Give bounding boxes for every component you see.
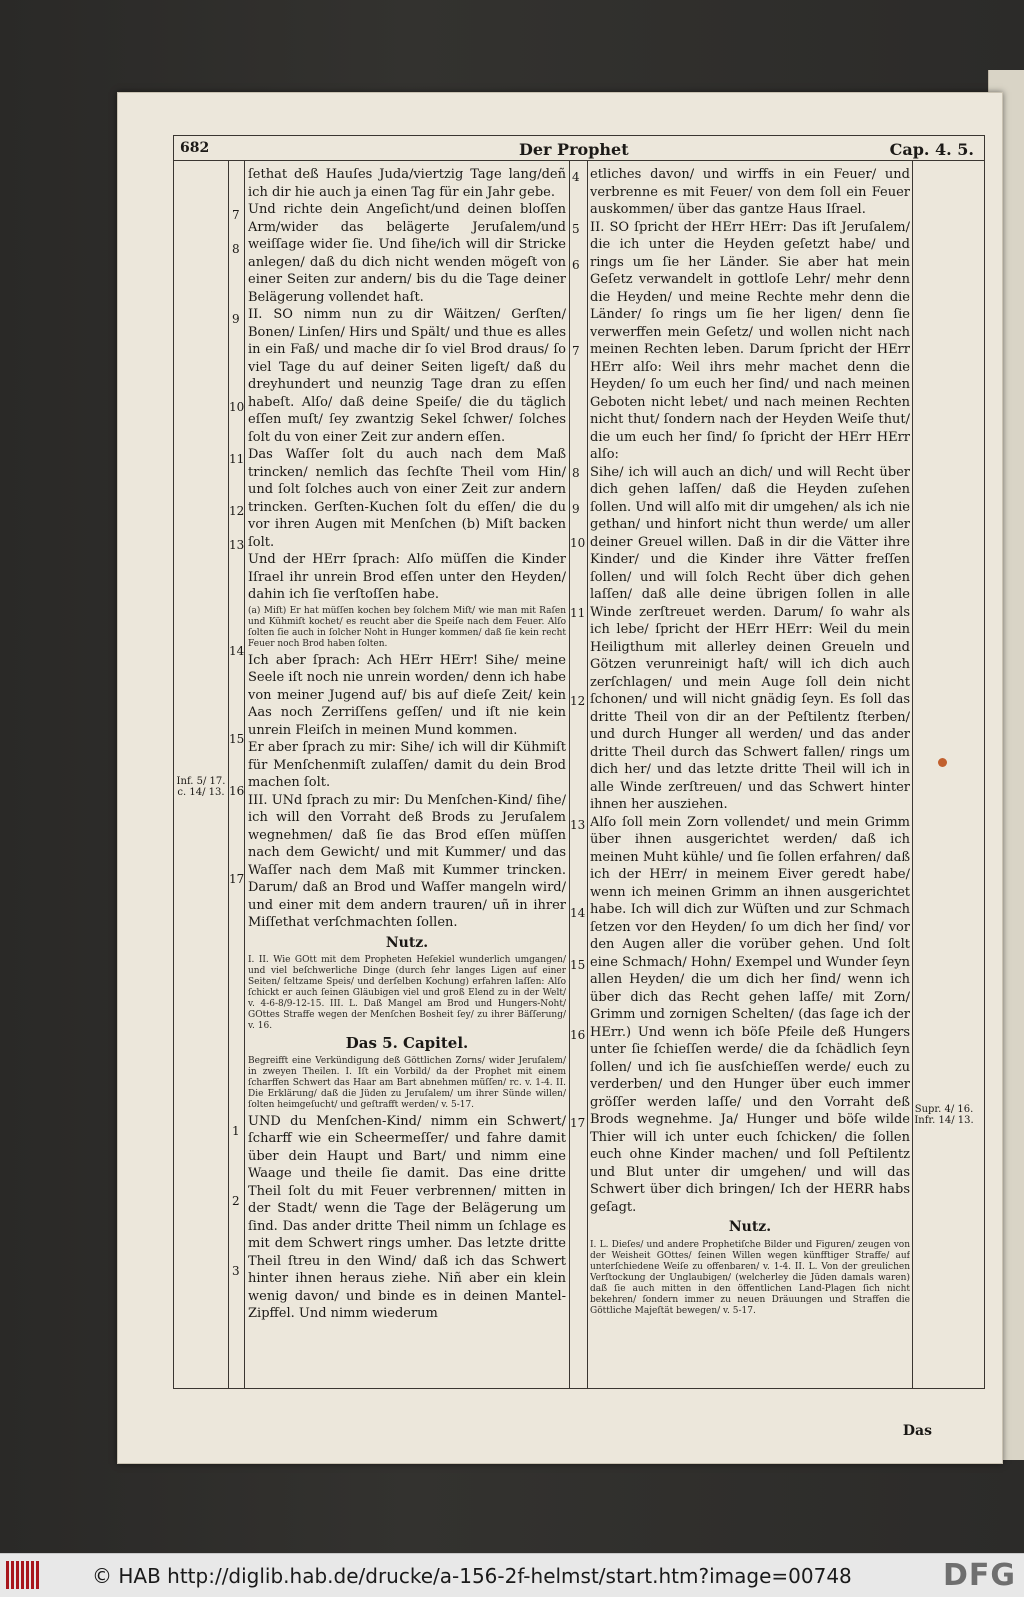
chapter-summary: Begreifft eine Verkündigung deß Göttlichen Zorns/ wider Jeruſalem/ in zweyen Theilen. I. Iſt ein Vorbild/ da der Prophet mit einem ſcharffen Schwert das Haar am Bart abnehmen müſſen/ rc. v. 1-4. II. Die Erklärung/ daß die Jüden zu Jeruſalem/ um ihrer Sünde willen/ ſolten heimgeſucht/ und geſtrafft werden/ v. 5-17. (248, 1055, 566, 1110)
verse-number: 16 (229, 784, 245, 798)
dfg-logo: DFG (942, 1558, 1016, 1593)
page-number: 682 (180, 140, 210, 156)
verse-number: 12 (570, 694, 586, 708)
verse-paragraph: ſethat deß Hauſes Juda/viertzig Tage lang/deñ ich dir hie auch ja einen Tag für ein Jahr gebe. (248, 167, 566, 200)
verse-number: 9 (232, 312, 240, 326)
left-text-column (248, 166, 566, 1384)
nutz-heading: Nutz. (385, 934, 429, 951)
text-frame (173, 135, 985, 1389)
left-margin-rule (228, 160, 229, 1388)
verse-number: 3 (232, 1264, 240, 1278)
chapter-heading: Das 5. Capitel. (345, 1034, 469, 1052)
paper-stain (938, 758, 947, 767)
verse-number: 10 (229, 400, 245, 414)
verse-paragraph: Alſo ſoll mein Zorn vollendet/ und mein Grimm über ihnen ausgerichtet werden/ daß ich meinen Muht kühle/ und ſie ſollen erfahren/ daß ich der HErr/ in meinem Eiver geredt habe/ wenn ich meinen Grimm an ihnen ausgerichtet habe. Ich will dich zur Wüſten und zur Schmach ſetzen vor den Heyden/ ſo um dich her ſind/ vor den Augen aller die vorüber gehen. Und ſolt eine Schmach/ Hohn/ Exempel und Wunder ſeyn allen Heyden/ die um dich her ſind/ wenn ich über dich das Recht gehen laſſe/ mit Zorn/ Grimm und zornigen Schelten/ (das ſage ich der HErr.) Und wenn ich böſe Pfeile deß Hungers unter ſie ſchieſſen werde/ die da ſchädlich ſeyn ſollen/ und ich ſie ausſchieſſen werde/ euch zu verderben/ und den Hunger über euch immer gröſſer werden laſſe/ und den Vorraht deß Brods wegnehme. Ja/ Hunger und böſe wilde Thier will ich unter euch ſchicken/ die ſollen euch ohne Kinder machen/ und ſoll Peſtilentz und Blut unter dir umgehen/ und will das Schwert über dich bringen/ Ich der HERR habs geſagt. (590, 814, 910, 1215)
verse-number: 8 (232, 242, 240, 256)
verse-number: 4 (572, 170, 580, 184)
right-text-column (590, 166, 910, 1384)
verse-paragraph: Und richte dein Angeſicht/und deinen bloſſen Arm/wider das belägerte Jeruſalem/und weiſſage wider ſie. Und ſihe/ich will dir Stricke anlegen/ daß du dich nicht wenden mögeſt von einer Seiten zur andern/ bis du die Tage deiner Belägerung vollendet haſt. (248, 202, 566, 305)
verse-paragraph: II. SO ſpricht der HErr HErr: Das iſt Jeruſalem/ die ich unter die Heyden geſetzt habe/ und rings um ſie her Länder. Sie aber hat mein Geſetz verwandelt in gottloſe Lehr/ mehr denn die Heyden/ und meine Rechte mehr denn die Länder/ ſo rings um ſie her ligen/ denn ſie verwerffen mein Geſetz/ und wollen nicht nach meinen Rechten leben. Darum ſpricht der HErr HErr alſo: Weil ihrs mehr machet denn die Heyden/ ſo um euch her ſind/ und nach meinen Geboten nicht lebet/ und nach meinen Rechten nicht thut/ ſondern nach der Heyden Weiſe thut/ die um euch her ſind/ ſo ſpricht der HErr HErr alſo: (590, 219, 910, 462)
verse-paragraph: Das Waſſer ſolt du auch nach dem Maß trincken/ nemlich das ſechſte Theil vom Hin/ und ſolt ſolches auch von einer Zeit zur andern trincken. Gerſten-Kuchen ſolt du eſſen/ die du vor ihren Augen mit Menſchen (b) Miſt backen ſolt. (248, 447, 566, 550)
verse-number: 11 (229, 452, 245, 466)
verse-number: 5 (572, 222, 580, 236)
verse-paragraph: Er aber ſprach zu mir: Sihe/ ich will dir Kühmiſt für Menſchenmiſt zulaſſen/ damit du dein Brod machen ſolt. (248, 740, 566, 790)
verse-number: 7 (232, 208, 240, 222)
verse-number: 15 (229, 732, 245, 746)
book-page (117, 92, 1003, 1464)
verse-number: 13 (229, 538, 245, 552)
verse-number: 15 (570, 958, 586, 972)
verse-number: 7 (572, 344, 580, 358)
verse-paragraph: Und der HErr ſprach: Alſo müſſen die Kinder Iſrael ihr unrein Brod eſſen unter den Heyden/ dahin ich ſie verſtoſſen habe. (248, 552, 566, 602)
verse-number: 6 (572, 258, 580, 272)
verse-number: 1 (232, 1124, 240, 1138)
verse-paragraph: Ich aber ſprach: Ach HErr HErr! Sihe/ meine Seele iſt noch nie unrein worden/ denn ich habe von meiner Jugend auf/ bis auf dieſe Zeit/ kein Aas noch Zerriſſens geſſen/ und iſt nie kein unrein Fleiſch in meinen Mund kommen. (248, 652, 566, 738)
verse-number: 10 (570, 536, 586, 550)
verse-number: 17 (570, 1116, 586, 1130)
attribution-bar (0, 1553, 1024, 1597)
verse-number: 13 (570, 818, 586, 832)
source-link[interactable]: © HAB http://diglib.hab.de/drucke/a-156-2f-helmst/start.htm?image=00748 (92, 1564, 852, 1588)
verse-paragraph: etliches davon/ und wirffs in ein Feuer/ und verbrenne es mit Feuer/ von dem ſoll ein Feuer auskommen/ über das gantze Haus Iſrael. (590, 167, 910, 217)
verse-number: 9 (572, 502, 580, 516)
verse-number: 8 (572, 466, 580, 480)
right-margin-rule (912, 160, 913, 1388)
verse-paragraph: Sihe/ ich will auch an dich/ und will Recht über dich gehen laſſen/ daß die Heyden zuſehen ſollen. Und will alſo mit dir umgehen/ als ich nie gethan/ und hinfort nicht thun werde/ um aller deiner Greuel willen. Daß in dir die Vätter ihre Kinder/ und die Kinder ihre Vätter freſſen ſollen/ und will ſolch Recht über dich gehen laſſen/ daß alle deine übrigen ſollen in alle Winde zerſtreuet werden. Darum/ ſo wahr als ich lebe/ ſpricht der HErr HErr: Weil du mein Heiligthum mit allerley deinen Greueln und Götzen verunreinigt haſt/ will ich dich auch zerſchlagen/ und mein Auge ſoll dein nicht ſchonen/ und will nicht gnädig ſeyn. Es ſoll das dritte Theil von dir an der Peſtilentz ſterben/ und durch Hunger all werden/ und das ander dritte Theil durch das Schwert fallen/ rings um dich her/ und das letzte dritte Theil will ich in alle Winde zerſtreuen/ und das Schwert hinter ihnen her ausziehen. (590, 464, 910, 812)
verse-number: 17 (229, 872, 245, 886)
verse-paragraph: II. SO nimm nun zu dir Wäitzen/ Gerſten/ Bonen/ Linſen/ Hirs und Spält/ und thue es alles in ein Faß/ und mache dir ſo viel Brod draus/ ſo viel Tage du auf deiner Seiten ligeſt/ daß du dreyhundert und neunzig Tage dran zu eſſen habeſt. Alſo/ daß deine Speiſe/ die du täglich eſſen muſt/ ſey zwantzig Sekel ſchwer/ ſolches ſolt du von einer Zeit zur andern eſſen. (248, 307, 566, 445)
nutz-heading: Nutz. (728, 1219, 772, 1235)
center-rule-left (569, 160, 570, 1388)
nutz-text: I. L. Dieſes/ und andere Prophetiſche Bilder und Figuren/ zeugen von der Weisheit GOttes/ ſeinen Willen wegen künfftiger Straffe/ auf unterſchiedene Weiſe zu offenbaren/ v. 1-4. II. L. Von der greulichen Verſtockung der Unglaubigen/ (welcherley die Jüden damals waren) daß ſie auch mitten in den öffentlichen Land-Plagen ſich nicht bekehren/ ſondern immer zu neuen Dräuungen und Straffen die Göttliche Majeſtät bewegen/ v. 5-17. (590, 1239, 910, 1316)
chapter-label: Cap. 4. 5. (889, 140, 974, 159)
header-rule (174, 160, 984, 161)
left-number-rule (244, 160, 245, 1388)
verse-number: 14 (229, 644, 245, 658)
hab-logo-icon (6, 1561, 46, 1589)
verse-number: 12 (229, 504, 245, 518)
nutz-text: I. II. Wie GOtt mit dem Propheten Heſekiel wunderlich umgangen/ und viel beſchwerliche Dinge (durch ſehr langes Ligen auf einer Seiten/ ſeltzame Speis/ und derſelben Kochung) erfahren laſſen: Alſo ſchickt er auch ſeinen Gläubigen viel und groß Elend zu in der Welt/ v. 4-6-8/9-12-15. III. L. Daß Mangel am Brod und Hungers-Noht/ GOttes Straffe wegen der Menſchen Bosheit ſey/ zu ihrer Bäſſerung/ v. 16. (248, 955, 566, 1031)
chapter-text: UND du Menſchen-Kind/ nimm ein Schwert/ ſcharff wie ein Scheermeſſer/ und fahre damit über dein Haupt und Bart/ und nimm eine Waage und theile ſie damit. Das eine dritte Theil ſolt du mit Feuer verbrennen/ mitten in der Stadt/ wenn die Tage der Belägerung um ſind. Das ander dritte Theil nimm un ſchlage es mit dem Schwert rings umher. Das letzte dritte Theil ſtreu in den Wind/ daß ich das Schwert hinter ihnen heraus ziehe. Niñ aber ein klein wenig davon/ und binde es in deinen Mantel-Zipffel. Und nimm wiederum (248, 1113, 566, 1321)
verse-number: 2 (232, 1194, 240, 1208)
verse-number: 14 (570, 906, 586, 920)
footnote: (a) Miſt) Er hat müſſen kochen bey ſolchem Miſt/ wie man mit Raſen und Kühmiſt kochet/ es reucht aber die Speiſe nach dem Feuer. Alſo ſolten ſie auch in ſolcher Noht in Hunger kommen/ daß ſie kein recht Feuer noch Brod haben ſolten. (248, 605, 566, 649)
verse-number: 11 (570, 606, 586, 620)
margin-reference-left: Inf. 5/ 17. c. 14/ 13. (176, 776, 226, 798)
catchword: Das (902, 1423, 932, 1439)
verse-number: 16 (570, 1028, 586, 1042)
verse-paragraph: III. UNd ſprach zu mir: Du Menſchen-Kind/ ſihe/ ich will den Vorraht deß Brods zu Jeruſalem wegnehmen/ daß ſie das Brod eſſen müſſen nach dem Gewicht/ und mit Kummer/ und das Waſſer nach dem Maß mit Kummer trincken. Darum/ daß an Brod und Waſſer mangeln wird/ und einer mit dem andern trauren/ uñ in ihrer Miſſethat verſchmachten ſollen. (248, 792, 566, 930)
center-rule-right (587, 160, 588, 1388)
running-title: Der Prophet (519, 140, 629, 159)
margin-reference-right: Supr. 4/ 16. Infr. 14/ 13. (914, 1104, 974, 1126)
